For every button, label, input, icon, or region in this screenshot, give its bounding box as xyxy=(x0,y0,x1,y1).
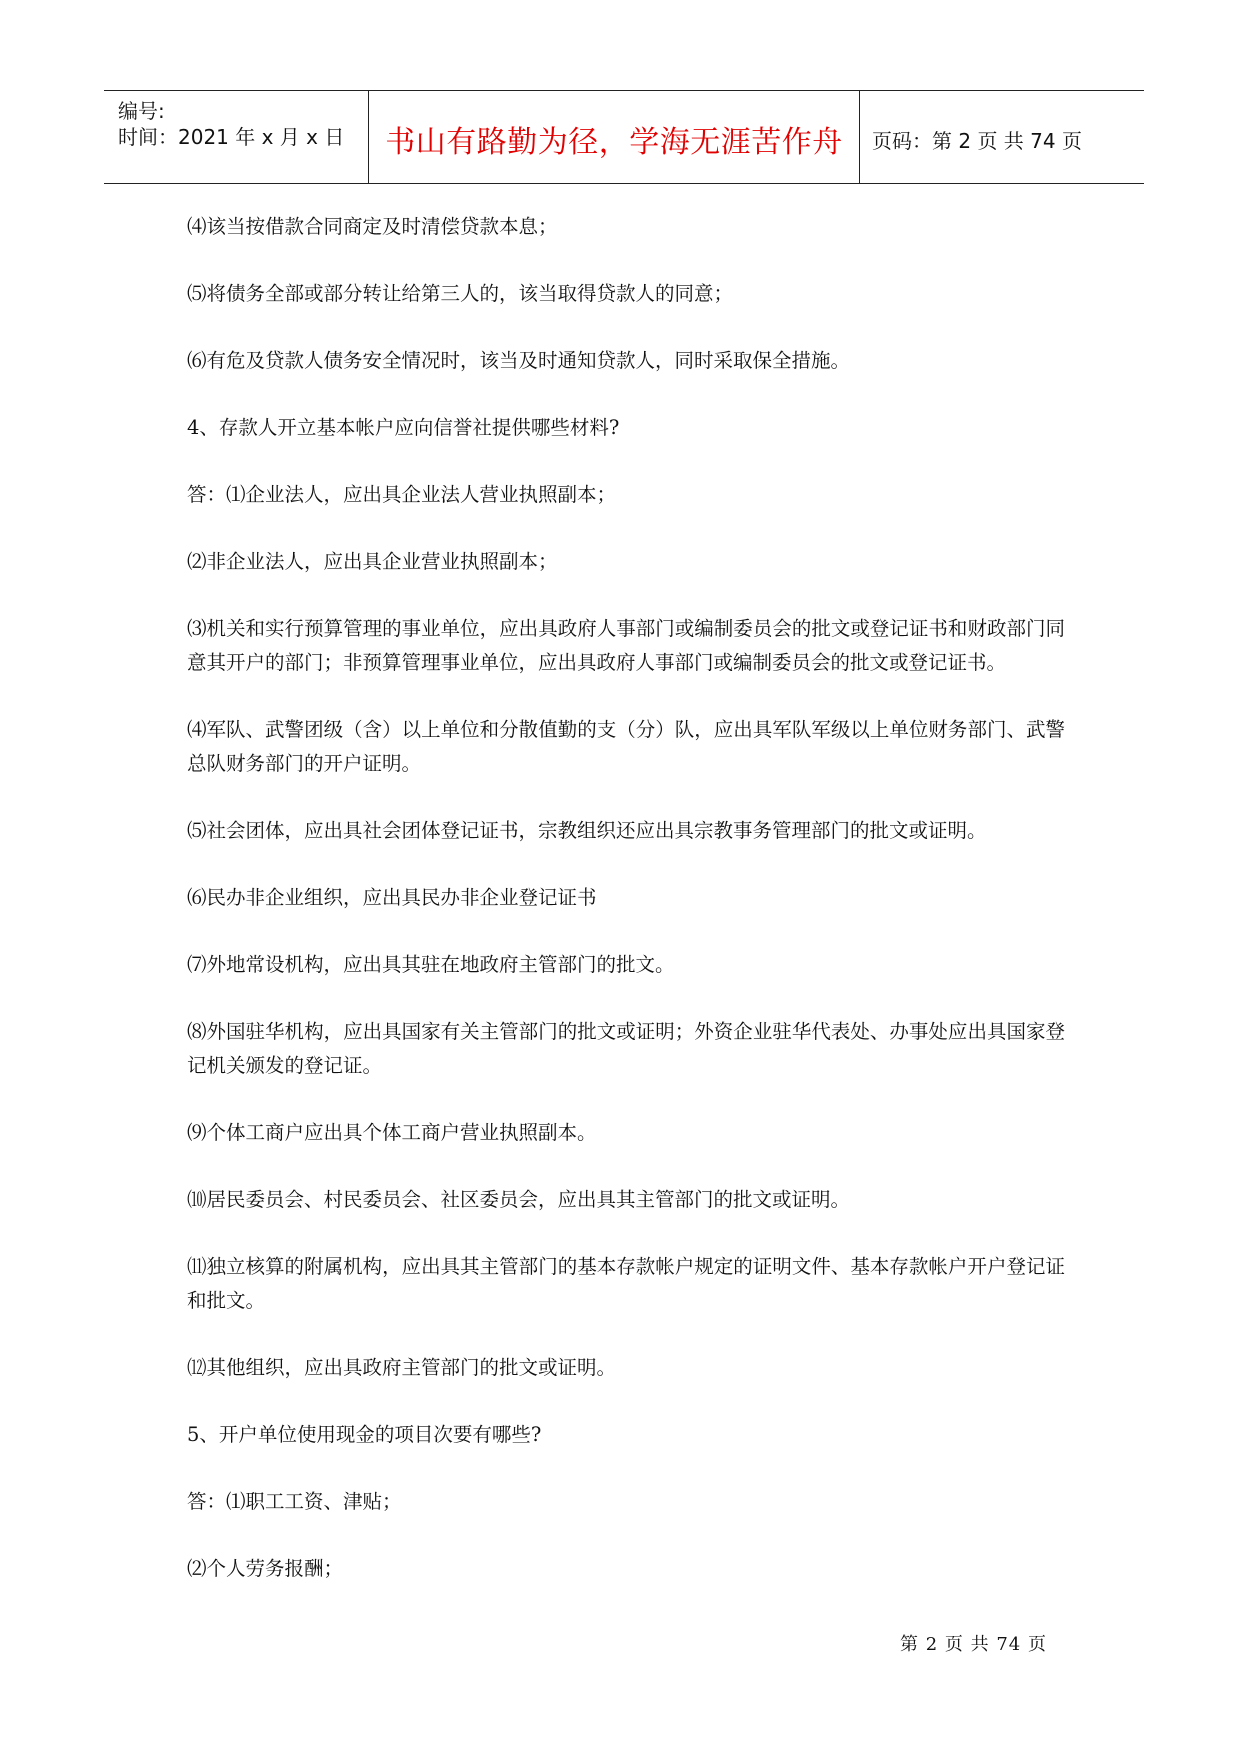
paragraph: ⑶机关和实行预算管理的事业单位，应出具政府人事部门或编制委员会的批文或登记证书和财政部门同意其开户的部门；非预算管理事业单位，应出具政府人事部门或编制委员会的批文或登记证书。 xyxy=(187,617,1065,674)
question-heading: 5、开户单位使用现金的项目次要有哪些? xyxy=(187,1423,542,1446)
paragraph: ⑹民办非企业组织，应出具民办非企业登记证书 xyxy=(187,886,597,909)
paragraph: ⑿其他组织，应出具政府主管部门的批文或证明。 xyxy=(187,1356,617,1379)
paragraph: ⑽居民委员会、村民委员会、社区委员会，应出具其主管部门的批文或证明。 xyxy=(187,1188,851,1211)
paragraph: ⑵个人劳务报酬； xyxy=(187,1557,344,1580)
paragraph: ⑾独立核算的附属机构，应出具其主管部门的基本存款帐户规定的证明文件、基本存款帐户开户登记证和批文。 xyxy=(187,1255,1065,1312)
paragraph: 答：⑴企业法人，应出具企业法人营业执照副本； xyxy=(187,483,617,506)
page-footer: 第 2 页 共 74 页 xyxy=(900,1634,1047,1655)
document-time-label: 时间：2021 年 x 月 x 日 xyxy=(118,125,345,149)
paragraph: ⑹有危及贷款人债务安全情况时，该当及时通知贷款人，同时采取保全措施。 xyxy=(187,349,851,372)
document-header xyxy=(104,90,1144,184)
paragraph: ⑷军队、武警团级（含）以上单位和分散值勤的支（分）队，应出具军队军级以上单位财务部门、武警总队财务部门的开户证明。 xyxy=(187,718,1065,775)
paragraph: ⑼个体工商户应出具个体工商户营业执照副本。 xyxy=(187,1121,597,1144)
paragraph: ⑻外国驻华机构，应出具国家有关主管部门的批文或证明；外资企业驻华代表处、办事处应出具国家登记机关颁发的登记证。 xyxy=(187,1020,1065,1077)
paragraph: ⑸社会团体，应出具社会团体登记证书，宗教组织还应出具宗教事务管理部门的批文或证明。 xyxy=(187,819,987,842)
document-body xyxy=(187,210,1065,1619)
header-motto: 书山有路勤为径，学海无涯苦作舟 xyxy=(385,125,843,160)
document-number-label: 编号: xyxy=(118,99,165,123)
paragraph: ⑵非企业法人，应出具企业营业执照副本； xyxy=(187,550,558,573)
header-info-cell xyxy=(104,91,368,183)
header-motto-cell xyxy=(368,91,860,183)
header-page-code: 页码：第 2 页 共 74 页 xyxy=(872,129,1082,153)
paragraph: 答：⑴职工工资、津贴； xyxy=(187,1490,402,1513)
paragraph: ⑷该当按借款合同商定及时清偿贷款本息； xyxy=(187,215,558,238)
question-heading: 4、存款人开立基本帐户应向信誉社提供哪些材料? xyxy=(187,416,620,439)
header-page-cell xyxy=(860,91,1144,183)
paragraph: ⑸将债务全部或部分转让给第三人的，该当取得贷款人的同意； xyxy=(187,282,734,305)
paragraph: ⑺外地常设机构，应出具其驻在地政府主管部门的批文。 xyxy=(187,953,675,976)
